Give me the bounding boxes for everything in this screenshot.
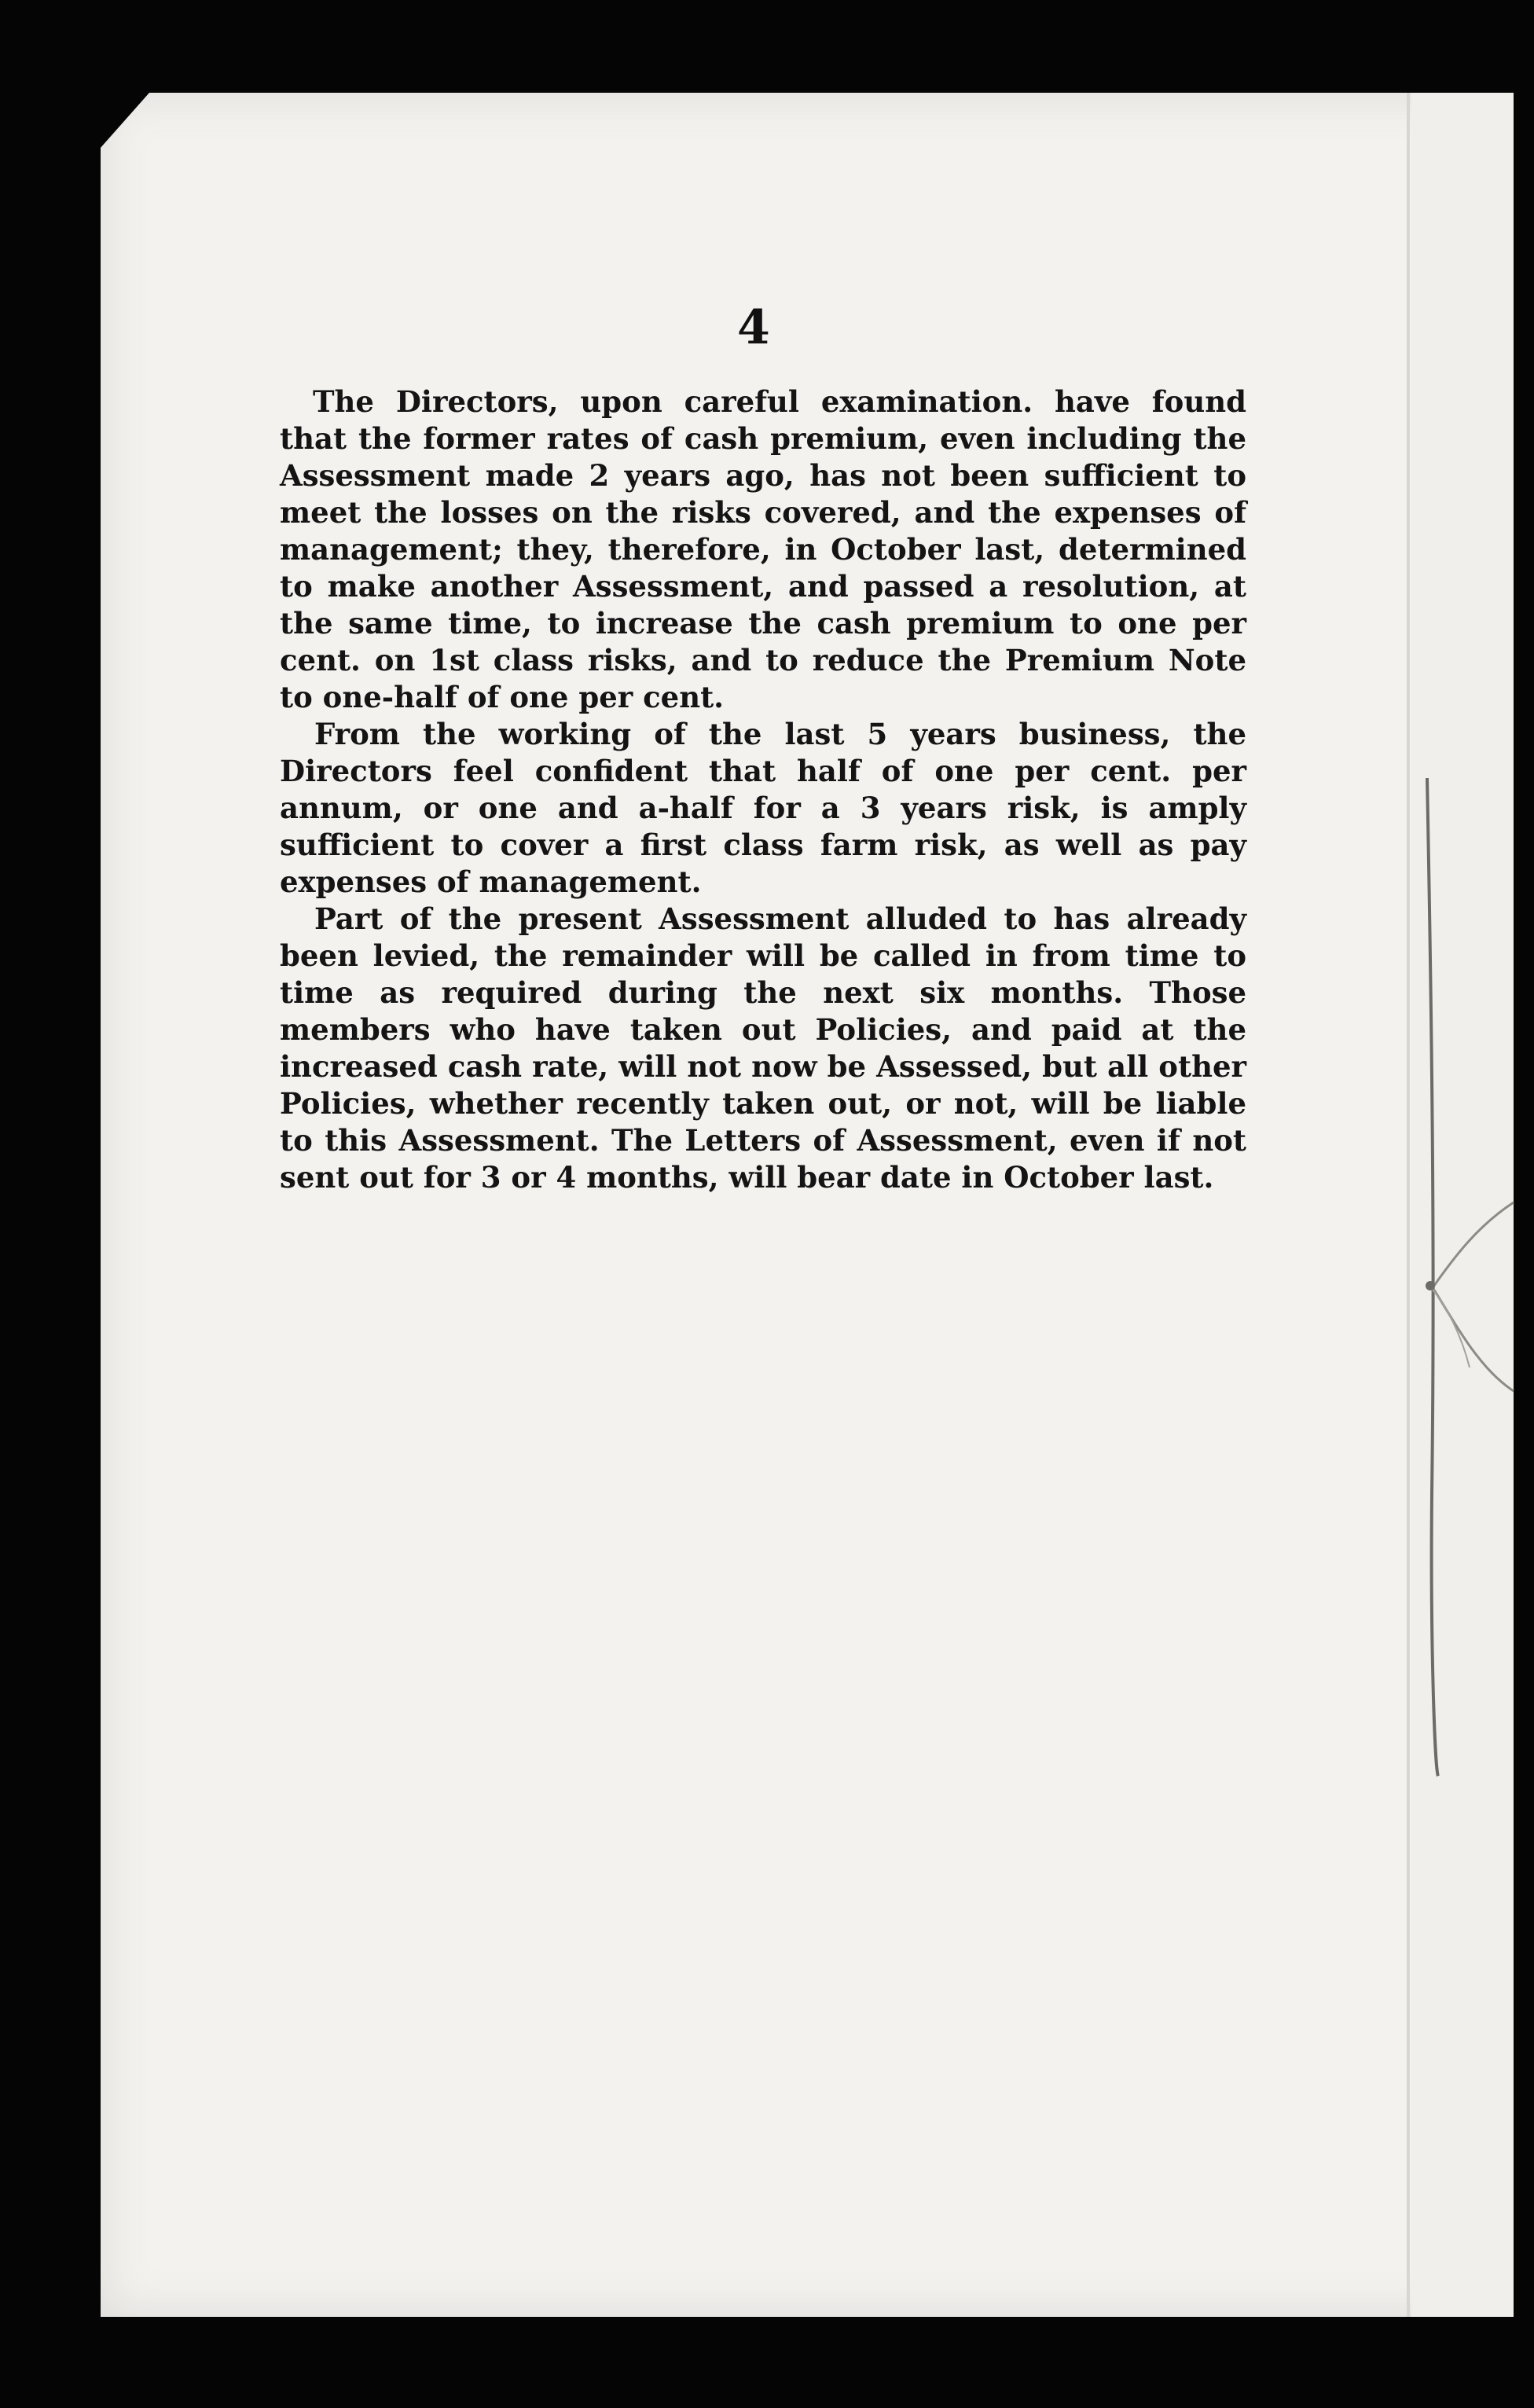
body-text [280, 384, 1246, 1196]
paragraph-2: From the working of the last 5 years business, the Directors feel confident that half of one per cent. per annum, or one and a-half for a 3 years risk, is amply sufficient to cover a first class farm risk, as well as pay expenses of management. [280, 717, 1246, 899]
paragraph-3: Part of the present Assessment alluded to has already been levied, the remainder will be called in from time to time as required during the next six months. Those members who have taken out Policies, and paid at the increased cash rate, will not now be Assessed, but all other Policies, whether recently taken out, or not, will be liable to this Assessment. The Letters of Assessment, even if not sent out for 3 or 4 months, will bear date in October last. [280, 901, 1246, 1195]
page-number: 4 [737, 300, 770, 355]
paragraph-1: The Directors, upon careful examination. have found that the former rates of cash premium, even including the Assessment made 2 years ago, has not been sufficient to meet the losses on the risks covered, and the expenses of management; they, therefore, in October last, determined to make another Assessment, and passed a resolution, at the same time, to increase the cash premium to one per cent. on 1st class risks, and to reduce the Premium Note to one-half of one per cent. [280, 384, 1246, 714]
